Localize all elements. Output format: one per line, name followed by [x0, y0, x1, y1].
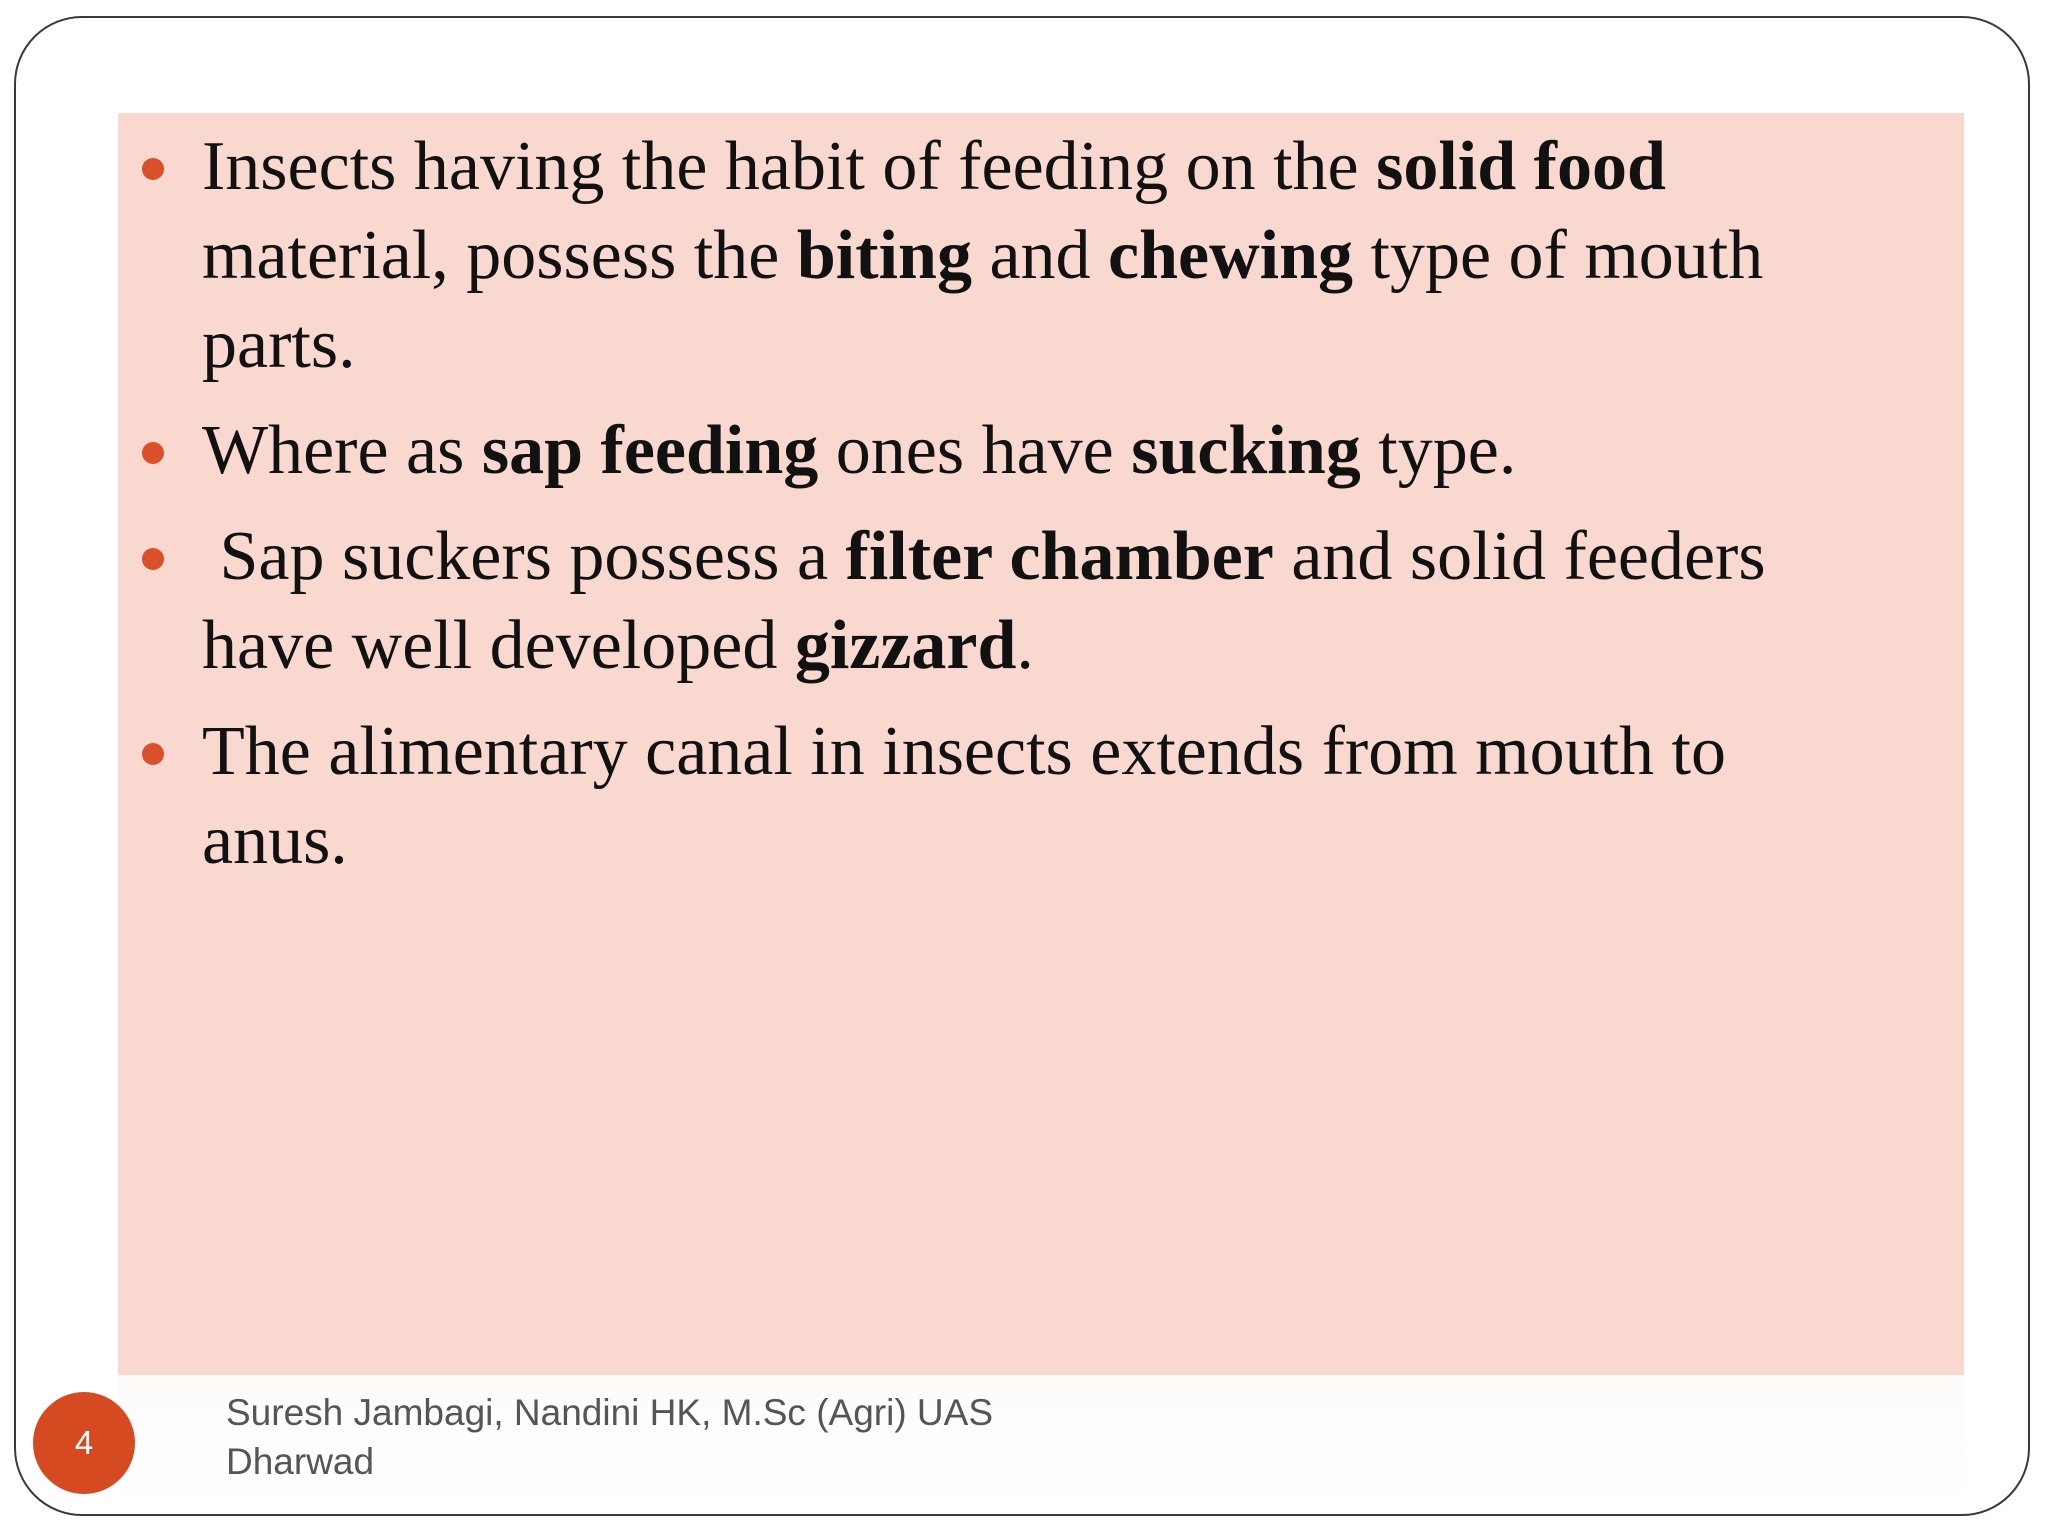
bullet-item-1: [140, 122, 1860, 389]
bullet-item-4: [140, 707, 1860, 885]
slide-number-badge: [33, 1392, 135, 1494]
footer-credit-line-1: Suresh Jambagi, Nandini HK, M.Sc (Agri) UAS: [226, 1392, 993, 1433]
slide-number: 4: [74, 1424, 94, 1461]
bullet-bold-text: solid food: [1376, 128, 1666, 205]
bullet-bold-text: gizzard: [794, 607, 1017, 684]
bullet-list: [140, 122, 1860, 902]
bullet-text: Insects having the habit of feeding on the: [202, 128, 1377, 205]
bullet-bold-text: sucking: [1131, 412, 1361, 489]
bullet-bold-text: biting: [796, 217, 972, 294]
bullet-bold-text: chewing: [1108, 217, 1354, 294]
bullet-text: Where as: [202, 412, 482, 489]
bullet-bold-text: sap feeding: [481, 412, 819, 489]
bullet-text: The alimentary canal in insects extends from mouth to anus.: [202, 713, 1727, 879]
bullet-text: and: [971, 217, 1109, 294]
bullet-text: ones have: [818, 412, 1132, 489]
footer-credit-line-2: Dharwad: [226, 1441, 375, 1482]
bullet-text: Sap suckers possess a: [202, 518, 846, 595]
bullet-dot-icon: [142, 158, 164, 180]
bullet-text: and solid feeders have well developed: [202, 518, 1766, 684]
bullet-bold-text: filter chamber: [845, 518, 1274, 595]
bullet-dot-icon: [142, 548, 164, 570]
footer-credit: [226, 1388, 1126, 1486]
bullet-text: type.: [1360, 412, 1517, 489]
bullet-dot-icon: [142, 743, 164, 765]
bullet-dot-icon: [142, 442, 164, 464]
bullet-text: type of mouth parts.: [202, 217, 1764, 383]
bullet-text: .: [1016, 607, 1034, 684]
bullet-item-3: [140, 512, 1860, 690]
bullet-text: material, possess the: [202, 217, 797, 294]
bullet-item-2: [140, 406, 1860, 495]
